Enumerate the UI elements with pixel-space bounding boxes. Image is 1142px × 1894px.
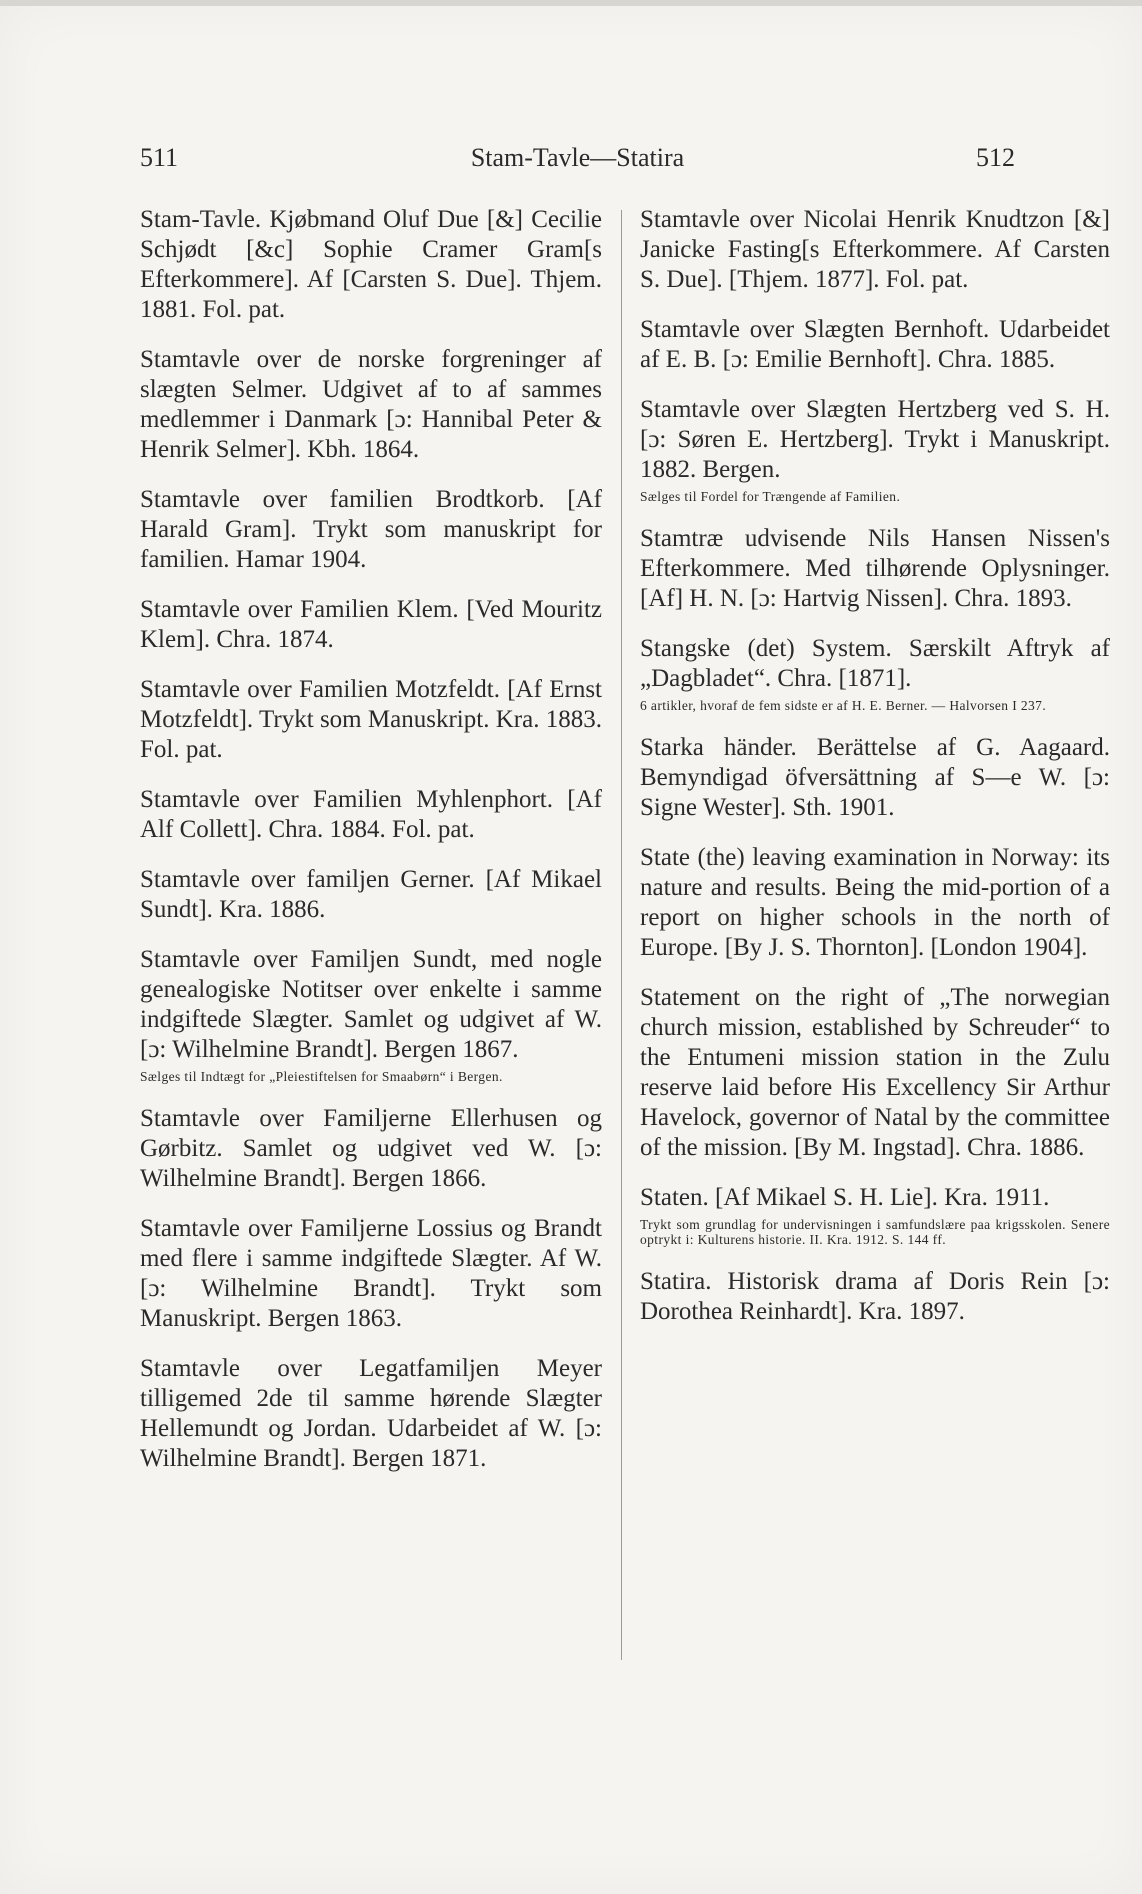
catalog-entry: [640, 983, 1110, 1163]
entry-text: Stam-Tavle. Kjøbmand Oluf Due [&] Cecilie Schjødt [&c] Sophie Cramer Gram[s Efterkommere]. Af [Carsten S. Due]. Thjem. 1881. Fol. pat.: [140, 206, 602, 323]
entry-note: Sælges til Fordel for Trængende af Familien.: [640, 489, 901, 504]
entry-note: Trykt som grundlag for undervisningen i samfundslære paa krigsskolen. Senere optrykt i: Kulturens historie. II. Kra. 1912. S. 144 ff.: [640, 1217, 1110, 1247]
catalog-entry: [140, 595, 602, 655]
catalog-entry: [640, 315, 1110, 375]
catalog-entry: [640, 1267, 1110, 1327]
entry-text: Stamtavle over familien Brodtkorb. [Af Harald Gram]. Trykt som manuskript for familien. Hamar 1904.: [140, 486, 602, 573]
right-column: [640, 205, 1110, 1347]
entry-text: Stamtavle over Slægten Bernhoft. Udarbeidet af E. B. [ɔ: Emilie Bernhoft]. Chra. 1885.: [640, 316, 1110, 373]
entry-text: Stamtavle over Familien Myhlenphort. [Af Alf Collett]. Chra. 1884. Fol. pat.: [140, 786, 602, 843]
entry-text: Stamtavle over Familien Klem. [Ved Mouritz Klem]. Chra. 1874.: [140, 596, 602, 653]
page-number-right: 512: [976, 143, 1015, 172]
left-column: [140, 205, 602, 1494]
entry-text: Stamtavle over Legatfamiljen Meyer tilligemed 2de til samme hørende Slægter Hellemundt og Jordan. Udarbeidet af W. [ɔ: Wilhelmine Brandt]. Bergen 1871.: [140, 1355, 602, 1472]
catalog-entry: [140, 1354, 602, 1474]
catalog-entry: [140, 1104, 602, 1194]
catalog-entry: [640, 1183, 1110, 1247]
catalog-entry: [140, 945, 602, 1084]
catalog-entry: [140, 865, 602, 925]
page-number-left: 511: [140, 143, 179, 172]
entry-text: Stamtavle over Familjerne Ellerhusen og Gørbitz. Samlet og udgivet ved W. [ɔ: Wilhelmine Brandt]. Bergen 1866.: [140, 1105, 602, 1192]
running-title: Stam-Tavle—Statira: [470, 143, 685, 172]
catalog-entry: [140, 485, 602, 575]
catalog-entry: [640, 634, 1110, 713]
entry-text: Starka händer. Berättelse af G. Aagaard. Bemyndigad öfversättning af S—e W. [ɔ: Signe Wester]. Sth. 1901.: [640, 734, 1110, 821]
catalog-entry: [140, 785, 602, 845]
entry-note: Sælges til Indtægt for „Pleiestiftelsen for Smaabørn“ i Bergen.: [140, 1069, 503, 1084]
entry-text: Stamtavle over Familjerne Lossius og Brandt med flere i samme indgiftede Slægter. Af W. [ɔ: Wilhelmine Brandt]. Trykt som Manuskript. Bergen 1863.: [140, 1215, 602, 1332]
catalog-entry: [640, 524, 1110, 614]
entry-text: Stamtavle over Nicolai Henrik Knudtzon [&] Janicke Fasting[s Efterkommere. Af Carsten S. Due]. [Thjem. 1877]. Fol. pat.: [640, 206, 1110, 293]
entry-text: Staten. [Af Mikael S. H. Lie]. Kra. 1911.: [640, 1184, 1050, 1211]
entry-text: Stamtavle over Familien Motzfeldt. [Af Ernst Motzfeldt]. Trykt som Manuskript. Kra. 1883. Fol. pat.: [140, 676, 602, 763]
entry-text: Statira. Historisk drama af Doris Rein [ɔ: Dorothea Reinhardt]. Kra. 1897.: [640, 1268, 1110, 1325]
entry-text: Stamtavle over familjen Gerner. [Af Mikael Sundt]. Kra. 1886.: [140, 866, 602, 923]
catalog-entry: [640, 205, 1110, 295]
catalog-entry: [140, 345, 602, 465]
entry-text: Stangske (det) System. Særskilt Aftryk af „Dagbladet“. Chra. [1871].: [640, 635, 1110, 692]
entry-text: Stamtræ udvisende Nils Hansen Nissen's Efterkommere. Med tilhørende Oplysninger. [Af] H. N. [ɔ: Hartvig Nissen]. Chra. 1893.: [640, 525, 1110, 612]
catalog-entry: [140, 1214, 602, 1334]
catalog-entry: [640, 843, 1110, 963]
running-header: [140, 143, 1015, 179]
page-edge: [0, 0, 1142, 6]
entry-text: Stamtavle over Slægten Hertzberg ved S. H. [ɔ: Søren E. Hertzberg]. Trykt i Manuskript. 1882. Bergen.: [640, 396, 1110, 483]
entry-text: Stamtavle over Familjen Sundt, med nogle genealogiske Notitser over enkelte i samme indgiftede Slægter. Samlet og udgivet af W. [ɔ: Wilhelmine Brandt]. Bergen 1867.: [140, 946, 602, 1063]
entry-text: State (the) leaving examination in Norway: its nature and results. Being the mid-portion of a report on higher schools in the north of Europe. [By J. S. Thornton]. [London 1904].: [640, 844, 1110, 961]
entry-text: Statement on the right of „The norwegian church mission, established by Schreuder“ to the Entumeni mission station in the Zulu reserve laid before His Excellency Sir Arthur Havelock, governor of Natal by the committee of the mission. [By M. Ingstad]. Chra. 1886.: [640, 984, 1110, 1161]
entry-text: Stamtavle over de norske forgreninger af slægten Selmer. Udgivet af to af sammes medlemmer i Danmark [ɔ: Hannibal Peter & Henrik Selmer]. Kbh. 1864.: [140, 346, 602, 463]
catalog-entry: [640, 395, 1110, 504]
catalog-entry: [140, 675, 602, 765]
catalog-entry: [640, 733, 1110, 823]
entry-note: 6 artikler, hvoraf de fem sidste er af H. E. Berner. — Halvorsen I 237.: [640, 698, 1047, 713]
column-divider: [621, 210, 622, 1660]
catalog-entry: [140, 205, 602, 325]
